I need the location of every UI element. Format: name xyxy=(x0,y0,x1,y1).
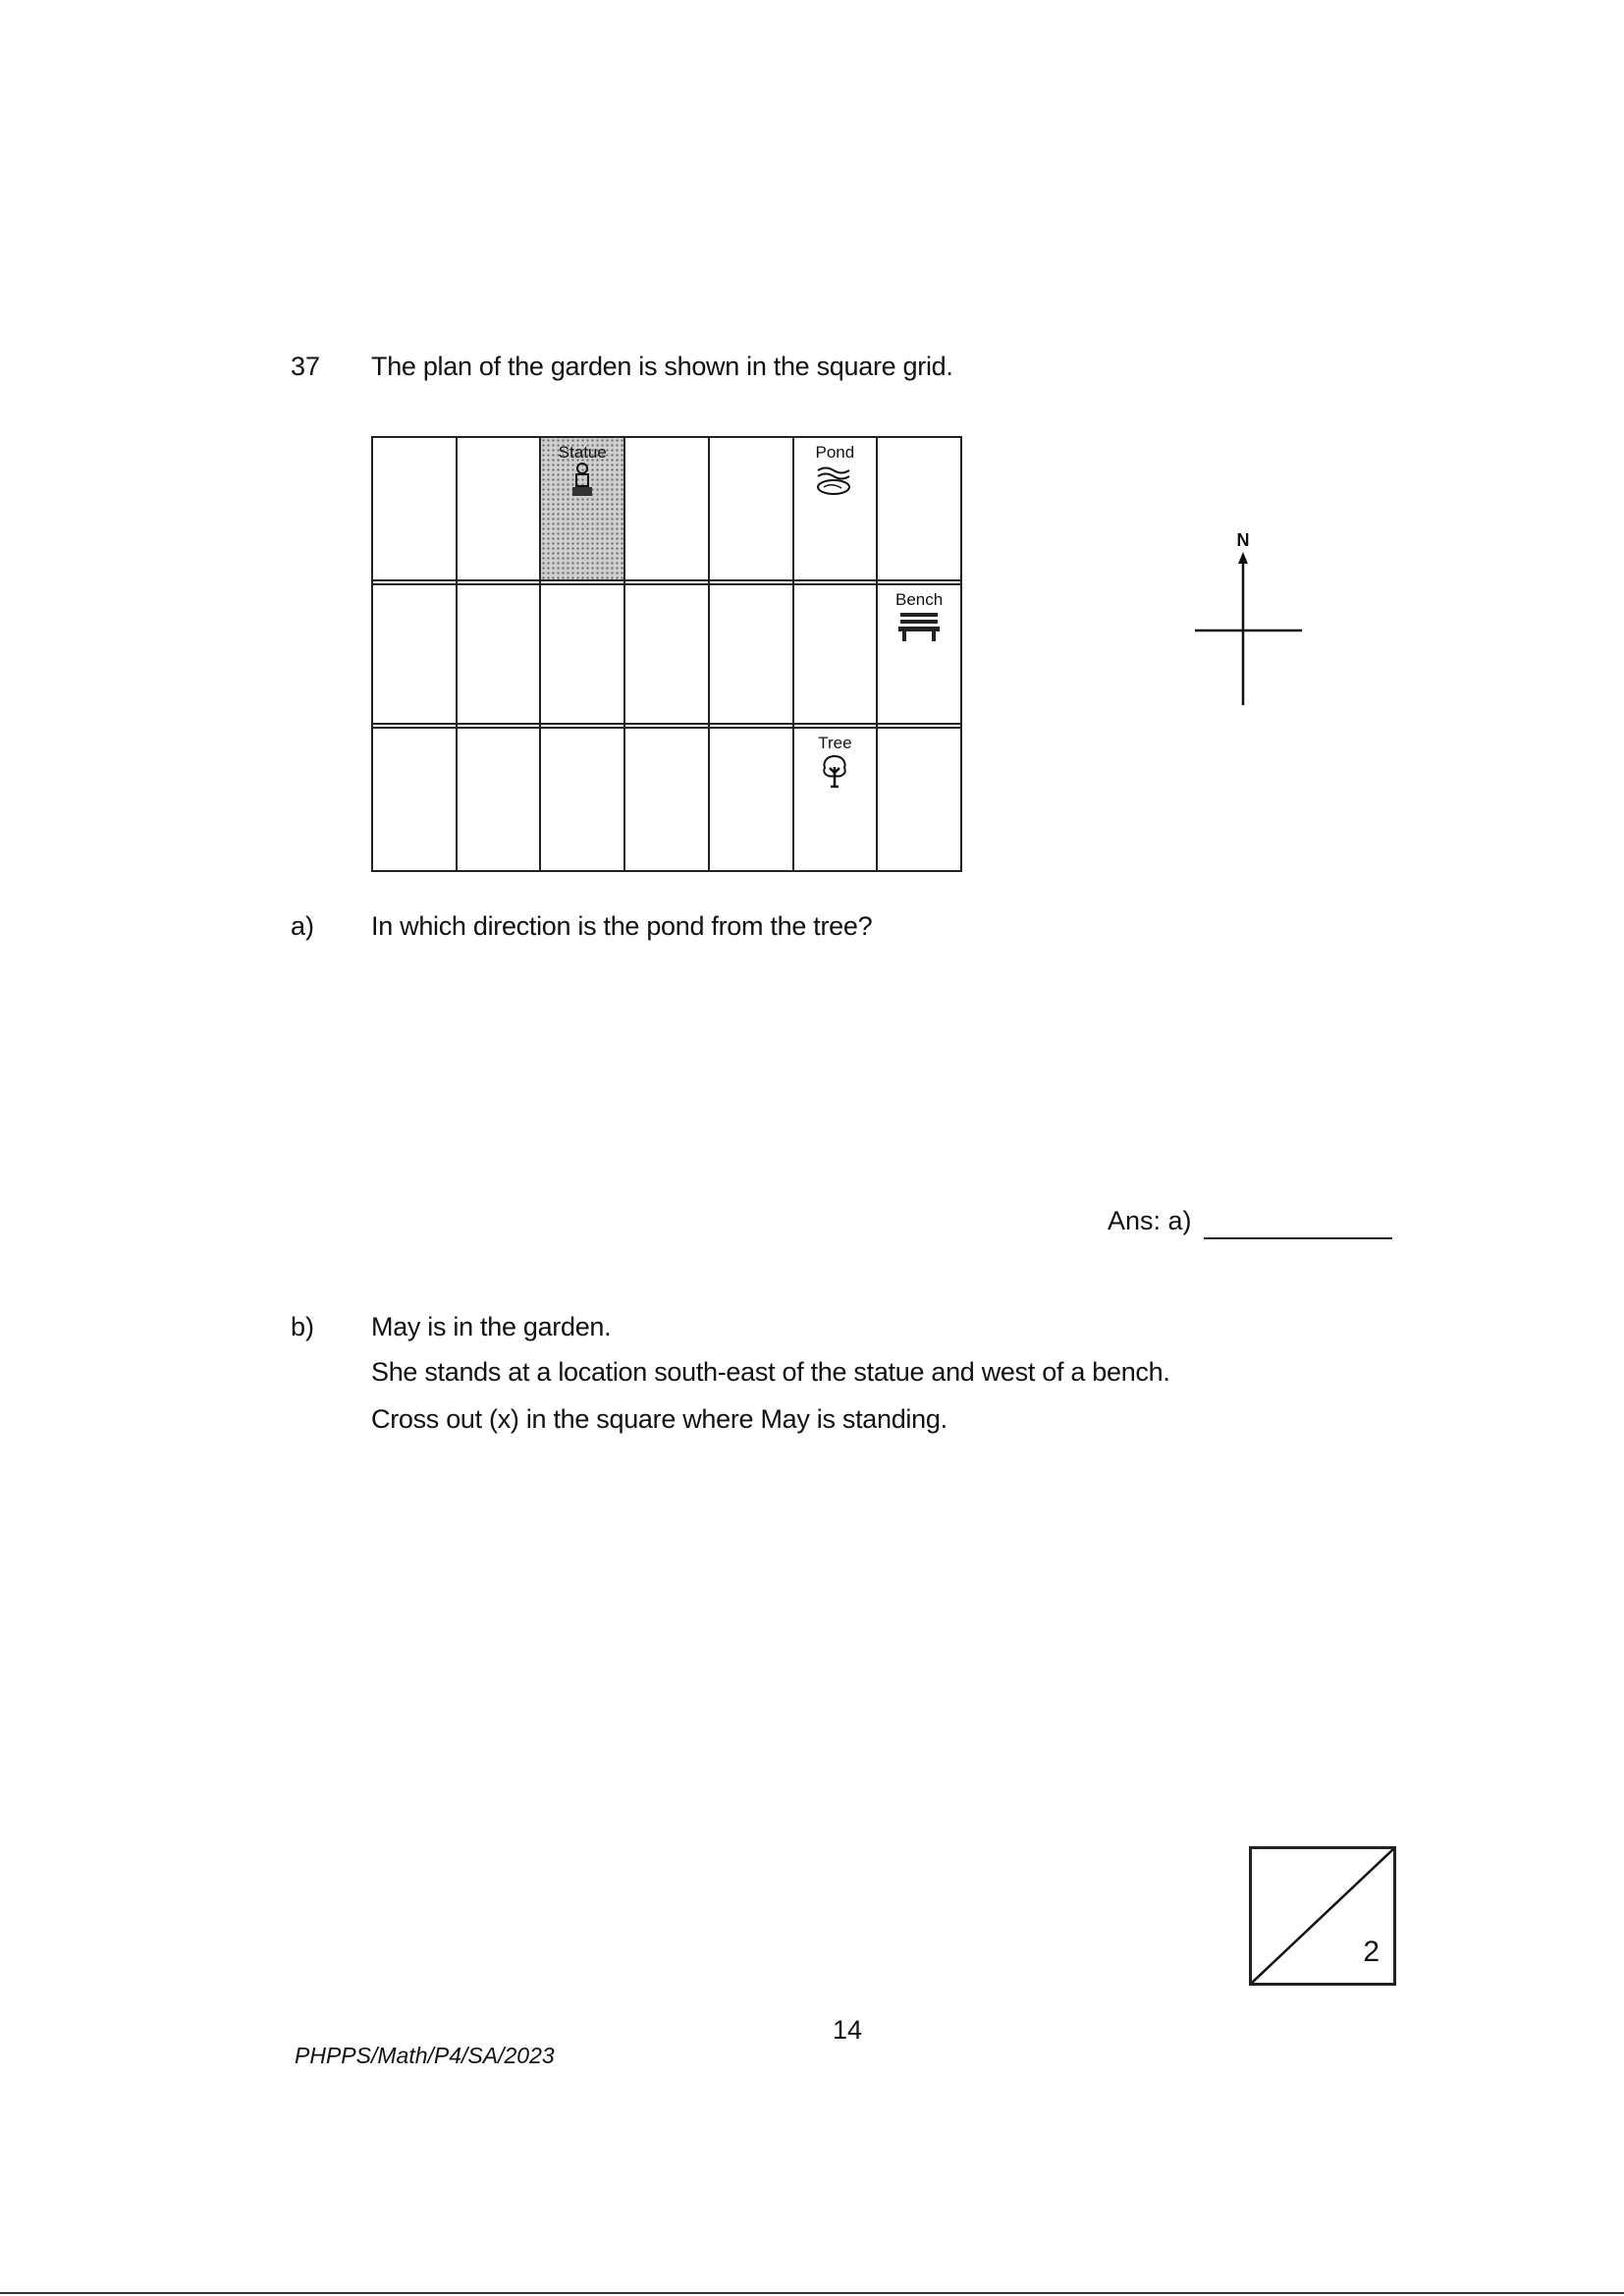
grid-cell[interactable] xyxy=(624,584,709,723)
grid-cell[interactable] xyxy=(372,584,457,723)
grid-cell-pond[interactable] xyxy=(793,437,878,580)
grid-cell[interactable] xyxy=(624,728,709,871)
grid-cell[interactable] xyxy=(457,584,541,723)
part-b-line-3: Cross out (x) in the square where May is standing. xyxy=(371,1404,947,1434)
pond-icon xyxy=(812,463,857,498)
grid-cell[interactable] xyxy=(709,728,793,871)
bench-icon xyxy=(896,610,942,643)
tree-icon xyxy=(819,753,850,789)
grid-cell[interactable] xyxy=(457,437,541,580)
grid-cell-tree[interactable] xyxy=(793,728,878,871)
part-a-label: a) xyxy=(291,911,315,941)
grid-cell[interactable] xyxy=(372,437,457,580)
compass xyxy=(1188,526,1306,713)
grid-cell[interactable] xyxy=(540,584,624,723)
compass-icon xyxy=(1188,526,1306,713)
footer-code: PHPPS/Math/P4/SA/2023 xyxy=(295,2043,555,2068)
grid-cell-statue[interactable] xyxy=(540,437,624,580)
part-a-question: In which direction is the pond from the tree? xyxy=(371,911,873,941)
grid-cell[interactable] xyxy=(709,437,793,580)
answer-line[interactable] xyxy=(1204,1237,1392,1239)
page-number: 14 xyxy=(833,2015,863,2045)
bench-label: Bench xyxy=(895,590,944,610)
answer-label: Ans: a) xyxy=(1108,1206,1192,1235)
grid-cell[interactable] xyxy=(372,728,457,871)
grid-cell[interactable] xyxy=(624,437,709,580)
grid-cell-bench[interactable] xyxy=(877,584,961,723)
pond-label: Pond xyxy=(815,443,855,462)
question-number: 37 xyxy=(291,352,321,381)
grid-cell[interactable] xyxy=(457,728,541,871)
bottom-rule xyxy=(0,2292,1624,2294)
statue-icon xyxy=(568,463,597,498)
marks-value: 2 xyxy=(1363,1936,1380,1968)
part-b-line-2: She stands at a location south-east of the statue and west of a bench. xyxy=(371,1357,1170,1387)
question-intro: The plan of the garden is shown in the square grid. xyxy=(371,352,953,381)
garden-grid xyxy=(371,436,962,872)
tree-label: Tree xyxy=(818,734,852,753)
compass-north-label: N xyxy=(1236,530,1250,550)
marks-box xyxy=(1249,1846,1396,1986)
grid-cell[interactable] xyxy=(877,437,961,580)
grid-cell[interactable] xyxy=(709,584,793,723)
grid-cell[interactable] xyxy=(877,728,961,871)
part-b-line-1: May is in the garden. xyxy=(371,1312,612,1341)
statue-label: Statue xyxy=(558,443,607,462)
grid-table xyxy=(371,436,962,872)
grid-cell[interactable] xyxy=(793,584,878,723)
grid-cell[interactable] xyxy=(540,728,624,871)
part-b-label: b) xyxy=(291,1312,315,1341)
